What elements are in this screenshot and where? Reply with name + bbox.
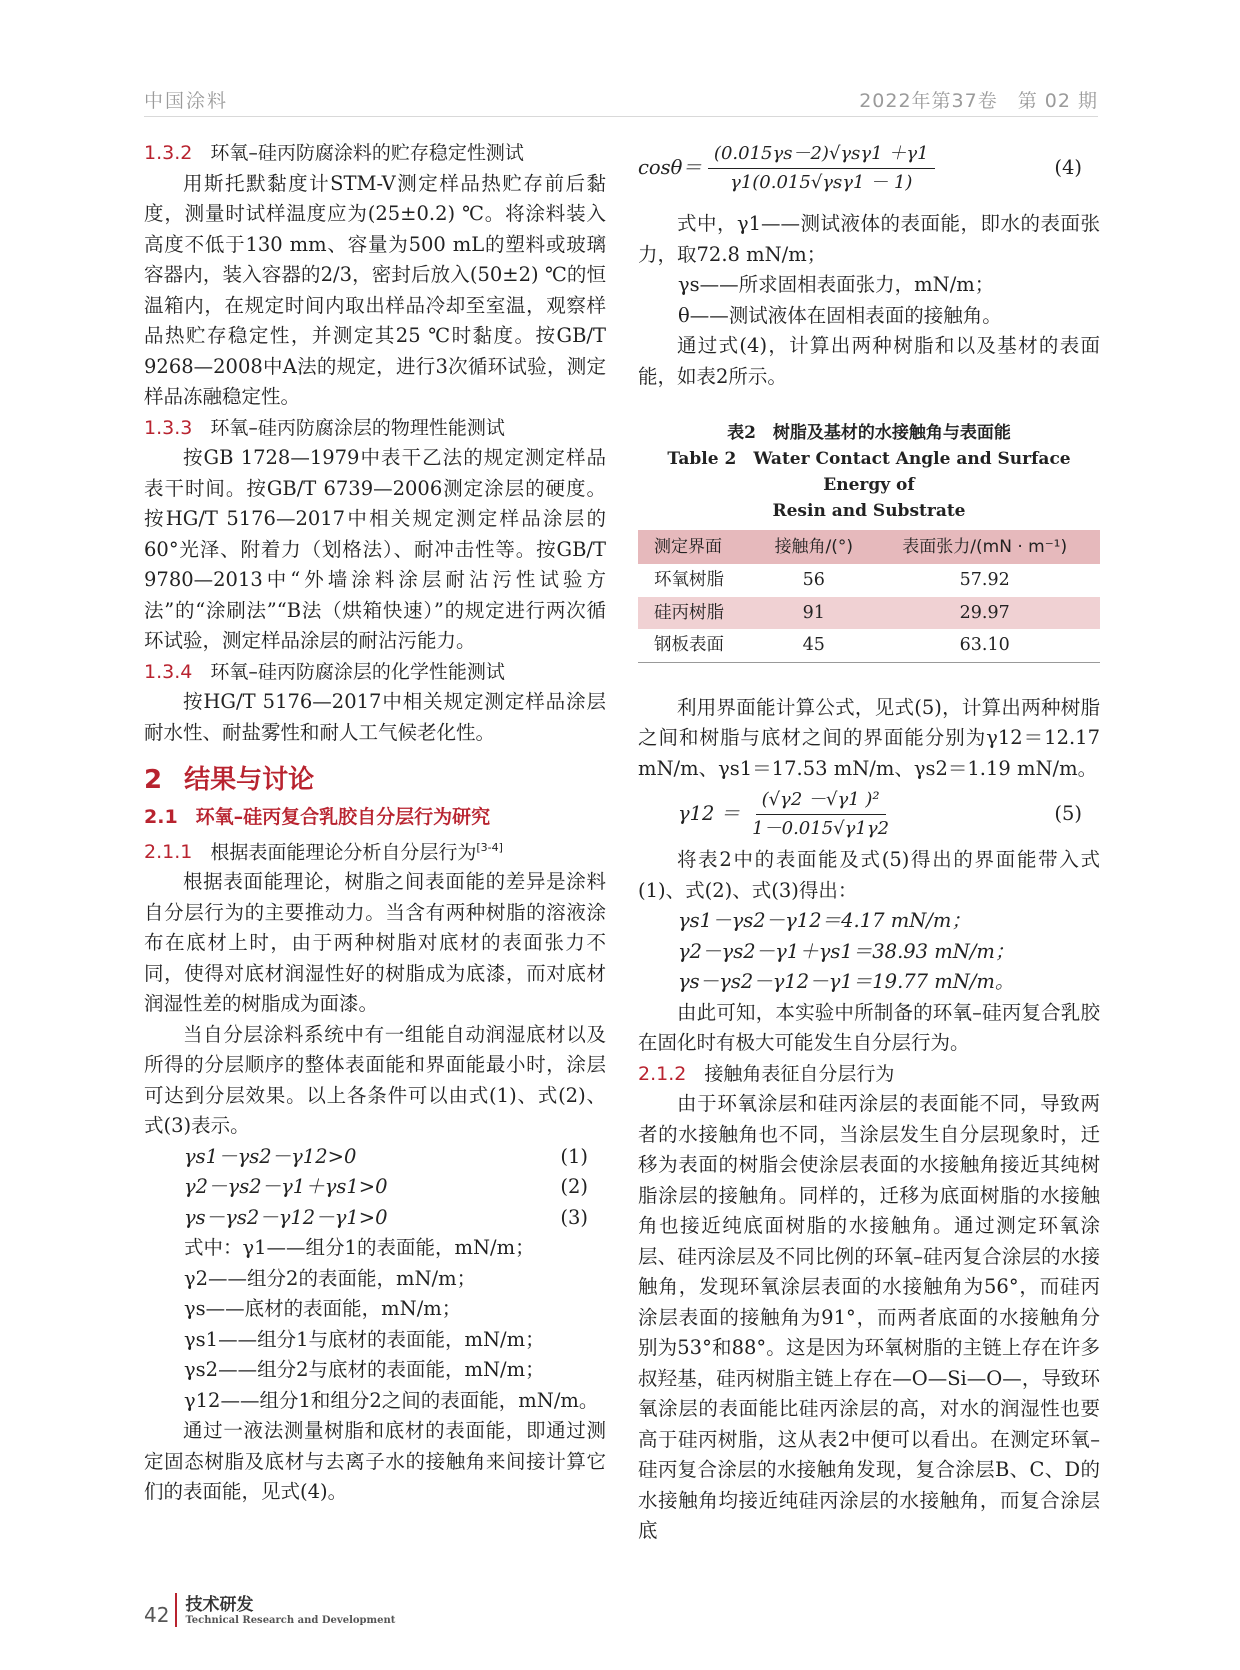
section-1-3-2-heading: 1.3.2 环氧–硅丙防腐涂料的贮存稳定性测试 — [144, 142, 524, 164]
definition-line: 式中：γ1——组分1的表面能，mN/m； — [184, 1236, 535, 1260]
result-line: γs1－γs2－γ12＝4.17 mN/m； — [678, 909, 971, 932]
table-row — [638, 564, 1100, 597]
table-cell: 63.10 — [869, 629, 1100, 662]
paragraph-one-liquid-method: 通过一液法测量树脂和底材的表面能，即通过测定固态树脂及底材与去离子水的接触角来间接计算它们的表面能，见式(4)。 — [144, 1419, 606, 1504]
section-2-1-heading: 2.1 环氧–硅丙复合乳胶自分层行为研究 — [144, 806, 491, 828]
table-cell: 57.92 — [959, 570, 1010, 590]
paragraph-conclusion: 由此可知，本实验中所制备的环氧–硅丙复合乳胶在固化时有极大可能发生自分层行为。 — [638, 1000, 1100, 1054]
section-2-1-1-heading: 2.1.1 根据表面能理论分析自分层行为[3-4] — [144, 840, 503, 863]
footer-divider — [175, 1593, 177, 1627]
col-header: 测定界面 — [638, 530, 758, 564]
paragraph-conditions: 当自分层涂料系统中有一组能自动润湿底材以及所得的分层顺序的整体表面能和界面能最小时，涂层可达到分层效果。以上各条件可以由式(1)、式(2)、式(3)表示。 — [144, 1022, 606, 1138]
footer-section-title: 技术研发 — [185, 1595, 254, 1615]
section-2-1-2-heading: 2.1.2 接触角表征自分层行为 — [638, 1062, 895, 1085]
col-header: 接触角/(°) — [758, 530, 869, 564]
table-cell: 环氧树脂 — [654, 570, 724, 590]
section-2-heading: 2 结果与讨论 — [144, 765, 315, 795]
table-caption: 表2 树脂及基材的水接触角与表面能 Table 2 Water Contact Angle and Surface Energy of Resin and Substrate — [667, 423, 1071, 521]
paragraph-substitution: 将表2中的表面能及式(5)得出的界面能带入式(1)、式(2)、式(3)得出： — [638, 848, 1100, 902]
paragraph-contact-angle: 由于环氧涂层和硅丙涂层的表面能不同，导致两者的水接触角也不同，当涂层发生自分层现象时，迁移为表面的树脂会使涂层表面的水接触角接近其纯树脂涂层的接触角。同样的，迁移为底面树脂的水接触角也接近纯底面树脂的水接触角。通过测定环氧涂层、硅丙涂层及不同比例的环氧–硅丙复合涂层的水接触角，发现环氧涂层表面的水接触角为56°，而硅丙涂层表面的接触角为91°，而两者底面的水接触角分别为53°和88°。这是因为环氧树脂的主链上存在许多叔羟基，硅丙树脂主链上存在—O—Si—O—，导致环氧涂层的表面能比硅丙涂层的高，对水的润湿性也要高于硅丙树脂，这从表2中便可以看出。在测定环氧–硅丙复合涂层的水接触角发现，复合涂层B、C、D的水接触角均接近纯硅丙涂层的水接触角，而复合涂层底 — [638, 1092, 1100, 1542]
eq4-description: 式中，γ1——测试液体的表面能，即水的表面张力，取72.8 mN/m； — [638, 212, 1100, 266]
table-header-row — [638, 530, 1100, 564]
section-1-3-3-heading: 1.3.3 环氧–硅丙防腐涂层的物理性能测试 — [144, 416, 505, 439]
journal-name: 中国涂料 — [144, 90, 229, 112]
paragraph-surface-energy: 根据表面能理论，树脂之间表面能的差异是涂料自分层行为的主要推动力。当含有两种树脂的溶液涂布在底材上时，由于两种树脂对底材的表面张力不同，使得对底材润湿性好的树脂成为底漆，而对底材润湿性差的树脂成为面漆。 — [144, 870, 606, 1016]
equation-3: γs－γs2－γ12－γ1>0 (3) — [184, 1205, 588, 1229]
definition-line: γ12——组分1和组分2之间的表面能，mN/m。 — [184, 1388, 599, 1412]
left-column — [144, 138, 606, 1508]
equation-1: γs1－γs2－γ12>0 (1) — [184, 1144, 588, 1168]
issue-info: 2022年第37卷 第 02 期 — [859, 90, 1098, 112]
table-cell: 56 — [802, 570, 825, 590]
equation-2: γ2－γs2－γ1＋γs1>0 (2) — [184, 1175, 588, 1199]
paragraph-table-ref: 通过式(4)，计算出两种树脂和以及基材的表面能，如表2所示。 — [638, 334, 1100, 388]
table-cell: 91 — [758, 597, 869, 630]
table-cell: 29.97 — [869, 597, 1100, 630]
citation-ref: [3-4] — [476, 840, 503, 854]
definition-line: γs1——组分1与底材的表面能，mN/m； — [184, 1327, 545, 1351]
definition-line: θ——测试液体在固相表面的接触角。 — [678, 303, 1002, 327]
table-row — [638, 629, 1100, 662]
result-line: γs－γs2－γ12－γ1＝19.77 mN/m。 — [678, 970, 1015, 993]
table-cell: 硅丙树脂 — [638, 597, 758, 630]
right-column — [638, 138, 1100, 1547]
definition-line: γs——底材的表面能，mN/m； — [184, 1297, 462, 1321]
definition-line: γs2——组分2与底材的表面能，mN/m； — [184, 1358, 545, 1382]
definition-line: γ2——组分2的表面能，mN/m； — [184, 1266, 477, 1290]
table-cell: 45 — [758, 629, 869, 662]
paragraph-interfacial-energy: 利用界面能计算公式，见式(5)，计算出两种树脂之间和树脂与底材之间的界面能分别为γ12＝12.17 mN/m、γs1＝17.53 mN/m、γs2＝1.19 mN/m。 — [638, 695, 1100, 780]
col-header: 表面张力/(mN · m⁻¹) — [869, 530, 1100, 564]
page-number: 42 — [144, 1603, 170, 1627]
contact-angle-table — [638, 530, 1100, 663]
header-rule — [144, 116, 1098, 117]
section-1-3-2-text: 用斯托默黏度计STM-V测定样品热贮存前后黏度，测量时试样温度应为(25±0.2) ℃。将涂料装入高度不低于130 mm、容量为500 mL的塑料或玻璃容器内，装入容器的2/3，密封后放入(50±2) ℃的恒温箱内，在规定时间内取出样品冷却至室温，观察样品热贮存稳定性，并测定其25 ℃时黏度。按GB/T 9268—2008中A法的规定，进行3次循环试验，测定样品冻融稳定性。 — [144, 171, 606, 408]
definition-line: γs——所求固相表面张力，mN/m； — [678, 273, 995, 296]
table-cell: 钢板表面 — [638, 629, 758, 662]
equation-4: cosθ＝ $\frac{\text{(0.015γs－2)√γsγ1 ＋γ1}}{\text{γ1(0.015√γsγ1 － 1)}}$ (4) — [638, 140, 1100, 197]
section-1-3-4-text: 按HG/T 5176—2017中相关规定测定样品涂层耐水性、耐盐雾性和耐人工气候老化性。 — [144, 690, 606, 744]
result-line: γ2－γs2－γ1＋γs1＝38.93 mN/m； — [678, 939, 1015, 963]
section-1-3-4-heading: 1.3.4 环氧–硅丙防腐涂层的化学性能测试 — [144, 660, 505, 683]
footer-section-subtitle: Technical Research and Development — [185, 1615, 396, 1626]
table-row — [638, 597, 1100, 630]
page-footer — [144, 1593, 395, 1627]
equation-5: γ12 ＝ $\frac{\text{(√γ2 －√γ1 )²}}{1-0.015√\gamma 1\gamma 2}$ (5) — [638, 786, 1100, 843]
section-1-3-3-text: 按GB 1728—1979中表干乙法的规定测定样品表干时间。按GB/T 6739—2006测定涂层的硬度。按HG/T 5176—2017中相关规定测定样品涂层的60°光泽、附着力（划格法）、耐冲击性等。按GB/T 9780—2013中“外墙涂料涂层耐沾污性试验方法”的“涂刷法”“B法（烘箱快速）”的规定进行两次循环试验，测定样品涂层的耐沾污能力。 — [144, 446, 606, 652]
